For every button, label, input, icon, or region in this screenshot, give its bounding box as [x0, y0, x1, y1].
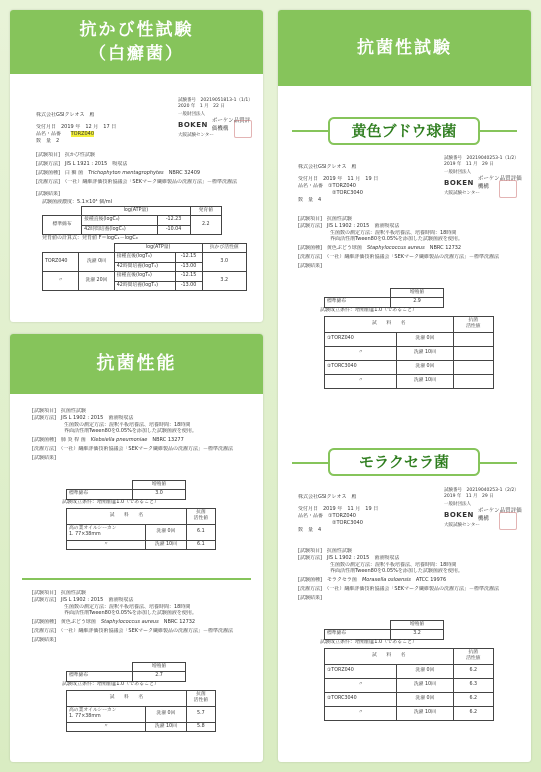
table-cell: -12.15: [175, 253, 202, 262]
bacteria-latin: Staphylococcus aureus: [366, 245, 425, 251]
table-cell: 高の業オイルシーカン: [69, 525, 117, 531]
item-label: [試験項目]: [32, 590, 56, 596]
bacteria-code: NBRC 12732: [429, 245, 462, 251]
growth-note: 試験成立条件：増殖値≧1.0（であること）: [62, 681, 160, 687]
table-cell: 洗濯 10回: [146, 722, 187, 731]
item-label: [試験項目]: [36, 152, 60, 158]
table-cell: 6.3: [453, 678, 493, 692]
table-cell: 洗濯 0回: [397, 692, 453, 706]
table-header: log(ATP量): [114, 244, 202, 253]
antibacterial-banner: [278, 10, 531, 86]
table-header: 抗菌 活性値: [453, 649, 493, 665]
table-cell: 標準綿布: [325, 298, 391, 307]
performance-title: 抗菌性能: [96, 353, 177, 374]
boken-logo: BOKEN: [444, 178, 474, 187]
antifungal-title: 抗かび性試験: [79, 20, 194, 40]
antifungal-report: [28, 98, 253, 318]
org-name: ボーケン品質評価機構: [211, 118, 251, 132]
growth-table: [324, 288, 444, 308]
sample-label: 品名・品番: [36, 131, 62, 137]
method-detail: 生菌数の測定方法：混釈平板培養法、培養時間：18時間: [64, 421, 191, 428]
received-date: 受付月日 2019 年 11 月 19 日: [298, 506, 379, 512]
table-cell: 〃: [67, 722, 146, 731]
table-cell: 接種直後(logT₀): [114, 272, 175, 281]
table-cell: 6.2: [453, 706, 493, 720]
test-number: 試験番号 20219040253-1（2/2）: [444, 488, 519, 493]
table-cell: 6.1: [186, 524, 215, 540]
activity-table: [324, 648, 494, 721]
sample-count: 数 量 4: [298, 197, 322, 203]
method-value: JIS L 1902 : 2015 菌液吸収法: [60, 596, 134, 603]
wash-label: [洗濯方法]: [298, 585, 322, 592]
fungus-latin: Trichophyton mentagrophytes: [88, 170, 164, 176]
bacteria-label: [試験菌種]: [32, 619, 56, 625]
method-value: JIS L 1921 : 2015 吸収法: [64, 161, 128, 167]
result-label: [試験結果]: [32, 636, 56, 643]
method-value: JIS L 1902 : 2015 菌液吸収法: [326, 222, 400, 229]
bacteria-label: [試験菌種]: [298, 577, 322, 583]
issue-date: 2019 年 11 月 29 日: [444, 162, 494, 168]
sample-value: ②TORC3040: [332, 190, 363, 196]
table-header: 試 料 名: [67, 509, 187, 525]
table-header: 抗かび活性値: [202, 244, 247, 253]
method-detail: 界面活性剤Tween80を0.05%を添加した試験菌液を使用。: [330, 568, 463, 575]
table-row: [325, 678, 494, 692]
table-cell: -10.04: [157, 225, 190, 234]
table-cell: 42時間培養(logT₁): [114, 262, 175, 271]
table-cell: 〃: [43, 272, 79, 291]
bacteria-code: ATCC 19976: [415, 577, 447, 583]
org-name: ボーケン品質評価機構: [477, 176, 522, 190]
issue-date: 2020 年 1 月 22 日: [178, 104, 225, 110]
table-cell: 3.0: [202, 253, 247, 272]
staph-report: [294, 156, 522, 426]
table-cell: 洗濯 0回: [79, 253, 115, 272]
concentration: 試験菌液濃度：5.1×10⁴ 個/ml: [42, 199, 113, 205]
result-label: [試験結果]: [36, 191, 60, 197]
bacteria-value: 肺 炎 桿 菌: [60, 437, 86, 443]
table-cell: ①TORZ040: [325, 332, 397, 346]
sample-value: TORZ040: [70, 131, 95, 137]
client-name: 株式会社GSIクレオス 殿: [36, 112, 95, 118]
antibacterial-title: 抗菌性試験: [357, 38, 452, 58]
client-name: 株式会社GSIクレオス 殿: [298, 164, 357, 170]
client-name: 株式会社GSIクレオス 殿: [298, 494, 357, 500]
moraxella-subhead: モラクセラ菌: [328, 448, 480, 476]
table-cell: 〃: [325, 678, 397, 692]
table-cell: 〃: [325, 374, 397, 388]
method-detail: 界面活性剤Tween80を0.05%を添加した試験菌液を使用。: [64, 610, 197, 617]
table-cell: 2.7: [133, 672, 186, 681]
result-label: [試験結果]: [298, 262, 322, 269]
bacteria-label: [試験菌種]: [32, 437, 56, 443]
table-cell: 2.2: [190, 216, 221, 235]
item-label: [試験項目]: [298, 216, 322, 222]
sample-label: 品名・品番: [298, 183, 324, 189]
bacteria-value: 黄色ぶどう球菌: [60, 619, 96, 625]
table-cell: [453, 360, 493, 374]
table-cell: 洗濯 10回: [397, 374, 453, 388]
office-name: 大阪試験センター: [444, 191, 480, 197]
seal-stamp: [499, 180, 517, 198]
antifungal-panel: [10, 10, 263, 322]
staph-subhead: 黄色ブドウ球菌: [328, 117, 480, 145]
wash-value: （一社）繊維評価技術協議会「SEKマーク繊維製品の洗濯方法」－標準洗濯法: [60, 627, 234, 634]
item-label: [試験項目]: [298, 548, 322, 554]
table-row: [325, 706, 494, 720]
method-label: [試験方法]: [32, 414, 56, 421]
table-cell: -13.00: [175, 281, 202, 290]
received-date: 受付月日 2019 年 12 月 17 日: [36, 124, 117, 130]
table-header: 抗菌 活性値: [186, 691, 215, 707]
method-label: [試験方法]: [32, 596, 56, 603]
org-label: 一般財団法人: [444, 502, 471, 508]
table-cell: 6.2: [453, 664, 493, 678]
table-header: 抗菌 活性値: [453, 317, 493, 333]
table-cell: 洗濯 10回: [146, 540, 187, 549]
table-cell: 標準綿布: [67, 672, 133, 681]
bacteria-value: 黄色ぶどう球菌: [326, 245, 362, 251]
table-cell: 3.2: [391, 630, 444, 639]
method-value: JIS L 1902 : 2015 菌液吸収法: [326, 554, 400, 561]
table-cell: 〃: [67, 540, 146, 549]
method-label: [試験方法]: [298, 222, 322, 229]
item-label: [試験項目]: [32, 408, 56, 414]
table-cell: 洗濯 10回: [397, 678, 453, 692]
antifungal-banner: [10, 10, 263, 74]
org-label: 一般財団法人: [178, 112, 205, 118]
table-cell: 洗濯 10回: [397, 346, 453, 360]
growth-table: [324, 620, 444, 640]
wash-value: （一社）繊維評価技術協議会「SEKマーク繊維製品の洗濯方法」－標準洗濯法: [64, 179, 238, 185]
activity-table: [66, 508, 216, 550]
antifungal-subtitle: （白癬菌）: [89, 44, 184, 64]
office-name: 大阪試験センター: [444, 523, 480, 529]
bacteria-code: NBRC 13277: [152, 437, 184, 443]
table-cell: 6.2: [453, 692, 493, 706]
table-cell: 〃: [325, 346, 397, 360]
table-cell: 洗濯 0回: [397, 360, 453, 374]
result-label: [試験結果]: [32, 454, 56, 461]
antibacterial-performance-panel: [10, 334, 263, 762]
method-detail: 界面活性剤Tween80を0.05%を添加した試験菌液を使用。: [64, 428, 197, 435]
org-label: 一般財団法人: [444, 170, 471, 176]
table-header: 抗菌 活性値: [186, 509, 215, 525]
table-cell: 接種直後(logC₀): [82, 216, 157, 225]
growth-note: 試験成立条件：増殖値≧1.0（であること）: [62, 499, 160, 505]
table-cell: 42時間培養(logT₁): [114, 281, 175, 290]
sample-value: ①TORZ040: [328, 513, 356, 519]
test-number: 試験番号 20219040253-1（1/2）: [444, 156, 519, 161]
table-cell: ②TORC3040: [325, 692, 397, 706]
item-value: 抗菌性試験: [60, 590, 86, 596]
table-header: 試 料 名: [325, 649, 454, 665]
table-header: 増殖値: [391, 621, 444, 630]
sample-count: 数 量 2: [36, 138, 60, 144]
table-header: 試 料 名: [325, 317, 454, 333]
growth-table: [42, 206, 222, 235]
sample-value: ②TORC3040: [332, 520, 363, 526]
sample-label: 品名・品番: [298, 513, 324, 519]
fungus-code: NBRC 32409: [168, 170, 201, 176]
office-name: 大阪試験センター: [178, 133, 214, 139]
bacteria-latin: Staphylococcus aureus: [100, 619, 159, 625]
table-row: [325, 692, 494, 706]
table-cell: TORZ040: [43, 253, 79, 272]
growth-table: [66, 480, 186, 500]
table-cell: 3.2: [202, 272, 247, 291]
bacteria-code: NBRC 12732: [163, 619, 196, 625]
table-cell: 〃: [325, 706, 397, 720]
test-number: 試験番号 20219051813-1（1/1）: [178, 98, 253, 103]
table-cell: [453, 332, 493, 346]
growth-note: 発育値の計算式：発育値 F＝logC₁－logC₀: [42, 235, 138, 241]
table-row: [325, 374, 494, 388]
table-cell: 標準綿布: [43, 216, 82, 235]
table-row: [325, 360, 494, 374]
wash-label: [洗濯方法]: [32, 445, 56, 452]
table-cell: -13.00: [175, 262, 202, 271]
method-detail: 生菌数の測定方法：混釈平板培養法、培養時間：18時間: [64, 603, 191, 610]
moraxella-report: [294, 488, 522, 758]
boken-logo: BOKEN: [444, 510, 474, 519]
method-detail: 生菌数の測定方法：混釈平板培養法、培養時間：18時間: [330, 561, 457, 568]
growth-note: 試験成立条件：増殖値≧1.0（であること）: [320, 307, 418, 313]
seal-stamp: [234, 120, 252, 138]
method-value: JIS L 1902 : 2015 菌液吸収法: [60, 414, 134, 421]
table-cell: 1. 77×38mm: [69, 532, 101, 538]
received-date: 受付月日 2019 年 11 月 19 日: [298, 176, 379, 182]
method-label: [試験方法]: [298, 554, 322, 561]
table-header: log(ATP量): [82, 207, 190, 216]
item-value: 抗菌性試験: [326, 548, 352, 554]
table-cell: 3.0: [133, 490, 186, 499]
growth-table: [66, 662, 186, 682]
table-cell: ①TORZ040: [325, 664, 397, 678]
method-label: [試験方法]: [36, 161, 60, 167]
wash-label: [洗濯方法]: [298, 253, 322, 260]
wash-value: （一社）繊維評価技術協議会「SEKマーク繊維製品の洗濯方法」－標準洗濯法: [326, 253, 500, 260]
table-header: 試 料 名: [67, 691, 187, 707]
result-label: [試験結果]: [298, 594, 322, 601]
seal-stamp: [499, 512, 517, 530]
table-cell: 洗濯 0回: [146, 706, 187, 722]
table-cell: 6.1: [186, 540, 215, 549]
issue-date: 2019 年 11 月 29 日: [444, 494, 494, 500]
table-cell: 洗濯 0回: [146, 524, 187, 540]
org-name: ボーケン品質評価機構: [477, 508, 522, 522]
item-value: 抗かび性試験: [64, 152, 95, 158]
table-cell: 洗濯 10回: [397, 706, 453, 720]
wash-value: （一社）繊維評価技術協議会「SEKマーク繊維製品の洗濯方法」－標準洗濯法: [60, 445, 234, 452]
table-cell: 2.9: [391, 298, 444, 307]
antibacterial-panel: [278, 10, 531, 762]
table-header: 発育値: [190, 207, 221, 216]
section-divider: [22, 578, 251, 580]
table-row: [325, 664, 494, 678]
table-cell: 接種直後(logT₀): [114, 253, 175, 262]
item-value: 抗菌性試験: [60, 408, 86, 414]
table-row: [325, 332, 494, 346]
activity-table: [324, 316, 494, 389]
table-cell: -12.15: [175, 272, 202, 281]
fungus-label: [試験菌種]: [36, 170, 60, 176]
performance-banner: [10, 334, 263, 394]
table-cell: [453, 346, 493, 360]
wash-label: [洗濯方法]: [32, 627, 56, 634]
table-header: 増殖値: [391, 289, 444, 298]
table-cell: 標準綿布: [325, 630, 391, 639]
table-cell: 5.8: [186, 722, 215, 731]
bacteria-latin: Moraxella osloensis: [361, 577, 411, 583]
bacteria-latin: Klebsiella pneumoniae: [90, 437, 148, 443]
table-header: 増殖値: [133, 663, 186, 672]
bacteria-value: モラクセラ菌: [326, 577, 357, 583]
table-cell: 標準綿布: [67, 490, 133, 499]
table-cell: -12.23: [157, 216, 190, 225]
table-cell: ②TORC3040: [325, 360, 397, 374]
antifungal-table: [42, 243, 247, 291]
item-value: 抗菌性試験: [326, 216, 352, 222]
growth-note: 試験成立条件：増殖値≧1.0（であること）: [320, 639, 418, 645]
table-header: 増殖値: [133, 481, 186, 490]
boken-logo: BOKEN: [178, 120, 208, 129]
sample-count: 数 量 4: [298, 527, 322, 533]
table-cell: 5.7: [186, 706, 215, 722]
table-cell: 洗濯 0回: [397, 332, 453, 346]
table-cell: 洗濯 20回: [79, 272, 115, 291]
table-cell: 42時間培養(logC₁): [82, 225, 157, 234]
method-detail: 生菌数の測定方法：混釈平板培養法、培養時間：18時間: [330, 229, 457, 236]
fungus-value: 白 癬 菌: [64, 170, 84, 176]
activity-table: [66, 690, 216, 732]
table-cell: 高の業オイルシーカン: [69, 707, 117, 713]
table-cell: [453, 374, 493, 388]
sample-value: ①TORZ040: [328, 183, 356, 189]
table-row: [325, 346, 494, 360]
wash-value: （一社）繊維評価技術協議会「SEKマーク繊維製品の洗濯方法」－標準洗濯法: [326, 585, 500, 592]
table-cell: 洗濯 0回: [397, 664, 453, 678]
wash-label: [洗濯方法]: [36, 179, 60, 185]
performance-report-2: [32, 590, 252, 760]
performance-report-1: [32, 408, 252, 578]
table-cell: 1. 77×38mm: [69, 714, 101, 720]
bacteria-label: [試験菌種]: [298, 245, 322, 251]
method-detail: 界面活性剤Tween80を0.05%を添加した試験菌液を使用。: [330, 236, 463, 243]
